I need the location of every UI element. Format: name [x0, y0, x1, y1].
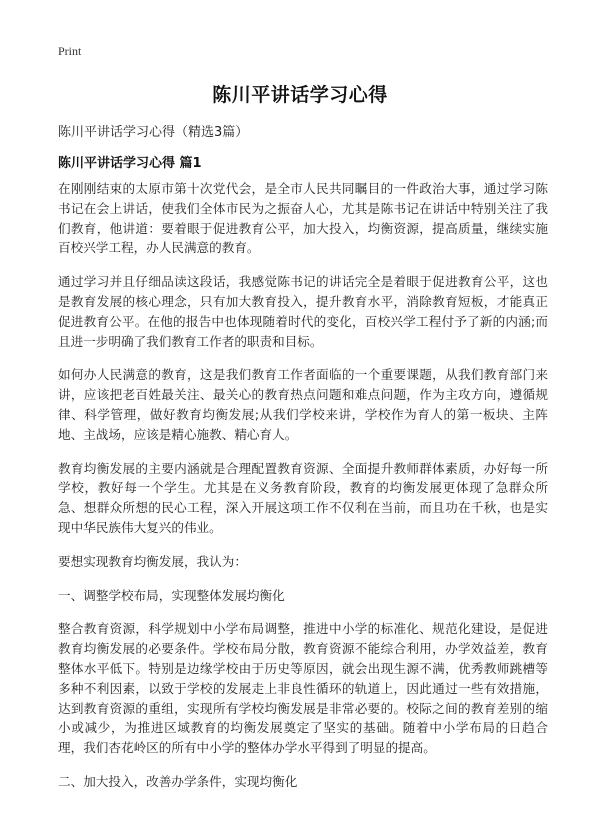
section-heading: 陈川平讲话学习心得 篇1	[58, 156, 202, 171]
paragraph-5: 要想实现教育均衡发展，我认为：	[58, 553, 247, 569]
paragraph-1: 在刚刚结束的太原市第十次党代会，是全市人民共同瞩目的一件政治大事，通过学习陈书记在会上讲话，使我们全体市民为之振奋人心，尤其是陈书记在讲话中特别关注了我们教育，他讲道：要着眼于促进教育公平，加大投入，均衡资源，提高质量，继续实施百校兴学工程，办人民满意的教育。	[58, 181, 548, 256]
subheading-2: 二、加大投入，改善办学条件，实现均衡化	[58, 773, 298, 789]
article-body	[58, 179, 548, 806]
print-label: Print	[58, 44, 82, 58]
paragraph-3: 如何办人民满意的教育，这是我们教育工作者面临的一个重要课题，从我们教育部门来讲，应该把老百姓最关注、最关心的教育热点问题和难点问题，作为主攻方向，遵循规律、科学管理，做好教育均衡发展;从我们学校来讲，学校作为育人的第一板块、主阵地、主战场，应该是精心施教、精心育人。	[58, 367, 548, 442]
document-subtitle: 陈川平讲话学习心得（精选3篇）	[58, 125, 249, 140]
paragraph-6: 整合教育资源，科学规划中小学布局调整，推进中小学的标准化、规范化建设，是促进教育均衡发展的必要条件。学校布局分散，教育资源不能综合利用，办学效益差，教育整体水平低下。特别是边缘学校由于历史等原因，就会出现生源不满，优秀教师跳槽等多种不利因素，以致于学校的发展走上非良性循环的轨道上，因此通过一些有效措施，达到教育资源的重组，实现所有学校均衡发展是非常必要的。校际之间的教育差别的缩小或减少，为推进区域教育的均衡发展奠定了坚实的基础。随着中小学布局的日趋合理，我们杏花岭区的所有中小学的整体办学水平得到了明显的提高。	[58, 621, 548, 756]
page-title: 陈川平讲话学习心得	[212, 84, 388, 106]
subheading-1: 一、调整学校布局，实现整体发展均衡化	[58, 587, 285, 603]
paragraph-4: 教育均衡发展的主要内涵就是合理配置教育资源、全面提升教师群体素质，办好每一所学校，教好每一个学生。尤其是在义务教育阶段，教育的均衡发展更体现了急群众所急、想群众所想的民心工程，深入开展这项工作不仅利在当前，而且功在千秋，也是实现中华民族伟大复兴的伟业。	[58, 460, 548, 535]
paragraph-2: 通过学习并且仔细品读这段话，我感觉陈书记的讲话完全是着眼于促进教育公平，这也是教育发展的核心理念，只有加大教育投入，提升教育水平，消除教育短板，才能真正促进教育公平。在他的报告中也体现随着时代的变化，百校兴学工程付予了新的内涵;而且进一步明确了我们教育工作者的职责和目标。	[58, 274, 548, 349]
